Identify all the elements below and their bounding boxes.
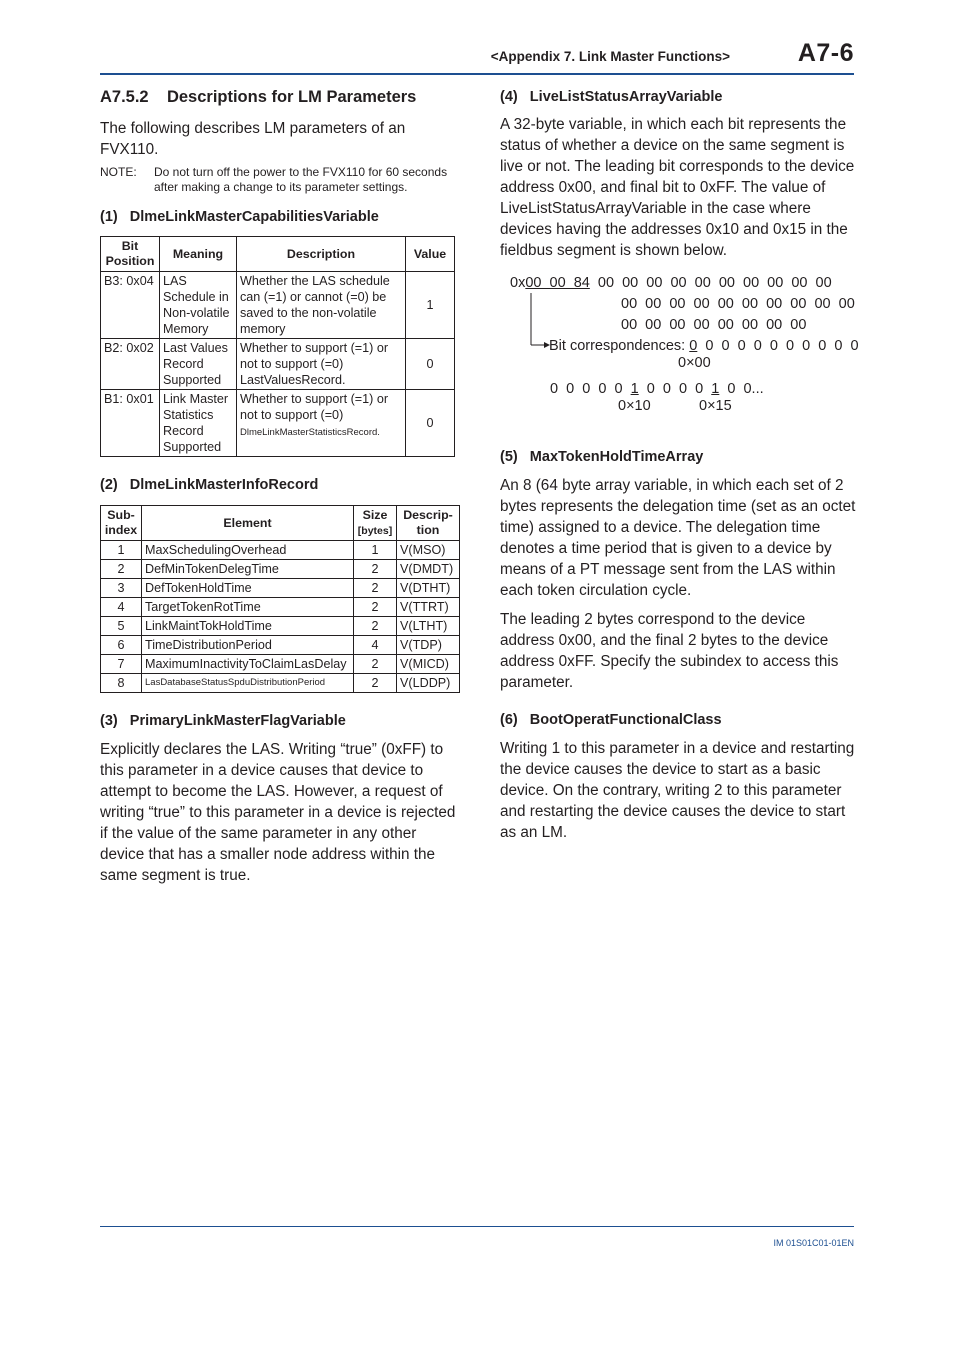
cell: MaximumInactivityToClaimLasDelay [142, 655, 354, 674]
subsection-title-1: (1) DlmeLinkMasterCapabilitiesVariable [100, 209, 379, 225]
table-header-row [101, 506, 460, 541]
intro-text: The following describes LM parameters of an FVX110. [100, 120, 406, 158]
table-row [101, 636, 460, 655]
cell: TimeDistributionPeriod [142, 636, 354, 655]
hex-row-2: 00 00 00 00 00 00 00 00 00 00 [621, 296, 855, 312]
size-unit: [bytes] [357, 524, 393, 537]
table-row [101, 272, 455, 339]
page-number: A7-6 [797, 39, 854, 67]
table-row [101, 339, 455, 390]
subsection-title-3: (3) PrimaryLinkMasterFlagVariable [100, 713, 346, 729]
cell: V(TTRT) [397, 598, 460, 617]
col-header: Sub-index [101, 506, 142, 541]
table-header-row [101, 237, 455, 272]
page-header [100, 40, 854, 72]
bits2-a: 0 0 0 0 0 [550, 381, 631, 397]
cell [237, 390, 406, 457]
bits2-b: 0 0 0 0 [638, 381, 712, 397]
cell: 4 [354, 636, 397, 655]
subsection-title-4: (4) LiveListStatusArrayVariable [500, 89, 723, 105]
cell: Last Values Record Supported [160, 339, 237, 390]
cell: 1 [101, 541, 142, 560]
footer-rule [100, 1226, 854, 1227]
cell: MaxSchedulingOverhead [142, 541, 354, 560]
cell: 2 [101, 560, 142, 579]
cell: 2 [354, 674, 397, 693]
cell: 3 [101, 579, 142, 598]
subsection-title-2: (2) DlmeLinkMasterInfoRecord [100, 477, 319, 493]
bits2-one-b: 1 [711, 381, 720, 397]
cell: B1: 0x01 [101, 390, 160, 457]
col-header: Element [142, 506, 354, 541]
note-label: NOTE: [100, 165, 137, 179]
subsection-title-5: (5) MaxTokenHoldTimeArray [500, 449, 704, 465]
cell: B2: 0x02 [101, 339, 160, 390]
cell: TargetTokenRotTime [142, 598, 354, 617]
table-row [101, 598, 460, 617]
info-record-table [100, 505, 460, 693]
cell: 2 [354, 560, 397, 579]
livelist-text: A 32-byte variable, in which each bit represents the status of whether a device on the same segment is live or not. The leading bit corresponds to the device address 0x00, and final bit to 0xFF. The value of LiveListStatusArrayVariable in the case where devices having the addresses 0x10 and 0x15 in the fieldbus segment is shown below. [500, 116, 855, 259]
cell: V(DMDT) [397, 560, 460, 579]
cell: DefMinTokenDelegTime [142, 560, 354, 579]
subsection-title-6: (6) BootOperatFunctionalClass [500, 712, 722, 728]
bits2-one-a: 1 [630, 381, 639, 397]
section-title: <Appendix 7. Link Master Functions> [490, 49, 730, 64]
cell: V(LTHT) [397, 617, 460, 636]
cell: Link Master Statistics Record Supported [160, 390, 237, 457]
cell: V(DTHT) [397, 579, 460, 598]
bits2-c: 0 0... [719, 381, 764, 397]
col-header: Value [406, 237, 455, 272]
bootoperat-text: Writing 1 to this parameter in a device and restarting the device causes the device to start as a basic device. On the contrary, writing 2 to this parameter and restarting the device causes the device to start as an LM. [500, 740, 855, 841]
table-row [101, 390, 455, 457]
cell: 2 [354, 617, 397, 636]
bits-rest: 0 0 0 0 0 0 0 0 0 0 [697, 338, 859, 354]
note [100, 165, 460, 195]
col-header: Descrip-tion [397, 506, 460, 541]
cell: 1 [354, 541, 397, 560]
section-heading: A7.5.2 Descriptions for LM Parameters [100, 88, 417, 106]
bit-row-2 [550, 381, 764, 397]
table-row [101, 560, 460, 579]
capabilities-table [100, 236, 455, 457]
table-row [101, 617, 460, 636]
size-header: Size [362, 507, 388, 522]
hex-prefix: 0x [510, 275, 526, 291]
table-row [101, 579, 460, 598]
maxtoken-text-1: An 8 (64 byte array variable, in which each set of 2 bytes represents the delegation time (set as an octet time) assigned to a device. The delegation time denotes a time period that is given to a device by means of a PT message sent from the LAS within each token circulation cycle. [500, 477, 856, 599]
right-column [500, 86, 860, 843]
left-column [100, 86, 460, 886]
col-header [354, 506, 397, 541]
table-row [101, 674, 460, 693]
cell: 2 [354, 579, 397, 598]
hex-row-3: 00 00 00 00 00 00 00 00 [621, 317, 807, 333]
bits-label: Bit correspondences: [549, 338, 690, 354]
cell: LinkMaintTokHoldTime [142, 617, 354, 636]
cell: Whether to support (=1) or not to support (=0) LastValuesRecord. [237, 339, 406, 390]
cell: 0 [406, 339, 455, 390]
bit-row-1 [549, 338, 859, 354]
col-header: Bit Position [101, 237, 160, 272]
cell: 6 [101, 636, 142, 655]
cell: 8 [101, 674, 142, 693]
note-text: Do not turn off the power to the FVX110 for 60 seconds after making a change to its parameter settings. [154, 165, 448, 194]
addr-0x00: 0×00 [678, 355, 711, 371]
table-row [101, 541, 460, 560]
cell: LAS Schedule in Non-volatile Memory [160, 272, 237, 339]
cell: 1 [406, 272, 455, 339]
col-header: Description [237, 237, 406, 272]
cell: 4 [101, 598, 142, 617]
cell: V(MSO) [397, 541, 460, 560]
cell: 2 [354, 655, 397, 674]
cell: V(LDDP) [397, 674, 460, 693]
flag-variable-text: Explicitly declares the LAS. Writing “true” (0xFF) to this parameter in a device causes that device to attempt to become the LAS. However, a request of writing “true” to this parameter in a device is rejected if the value of the same parameter in any other device that has a smaller node address within the same segment is true. [100, 741, 456, 884]
bit-diagram [500, 271, 860, 436]
table-row [101, 655, 460, 674]
hex-row-1 [510, 275, 832, 291]
cell: 5 [101, 617, 142, 636]
cell: LasDatabaseStatusSpduDistributionPeriod [142, 674, 354, 693]
hex-first-bytes: 00 00 84 [525, 275, 590, 291]
col-header: Meaning [160, 237, 237, 272]
addr-0x10: 0×10 [618, 398, 651, 414]
cell: Whether the LAS schedule can (=1) or cannot (=0) be saved to the non-volatile memory [237, 272, 406, 339]
bits-first: 0 [689, 338, 698, 354]
cell: V(MICD) [397, 655, 460, 674]
cell: 7 [101, 655, 142, 674]
header-rule [100, 73, 854, 75]
maxtoken-text-2: The leading 2 bytes correspond to the device address 0x00, and the final 2 bytes to the device address 0xFF. Specify the subindex to access this parameter. [500, 611, 839, 691]
cell: V(TDP) [397, 636, 460, 655]
cell: 0 [406, 390, 455, 457]
hex-rest: 00 00 00 00 00 00 00 00 00 00 [589, 275, 832, 291]
cell-text: Whether to support (=1) or not to support (=0) [240, 392, 389, 422]
addr-0x15: 0×15 [699, 398, 732, 414]
document-id: IM 01S01C01-01EN [773, 1238, 854, 1248]
cell: DefTokenHoldTime [142, 579, 354, 598]
cell: 2 [354, 598, 397, 617]
cell-text-small: DlmeLinkMasterStatisticsRecord. [240, 427, 380, 438]
cell: B3: 0x04 [101, 272, 160, 339]
